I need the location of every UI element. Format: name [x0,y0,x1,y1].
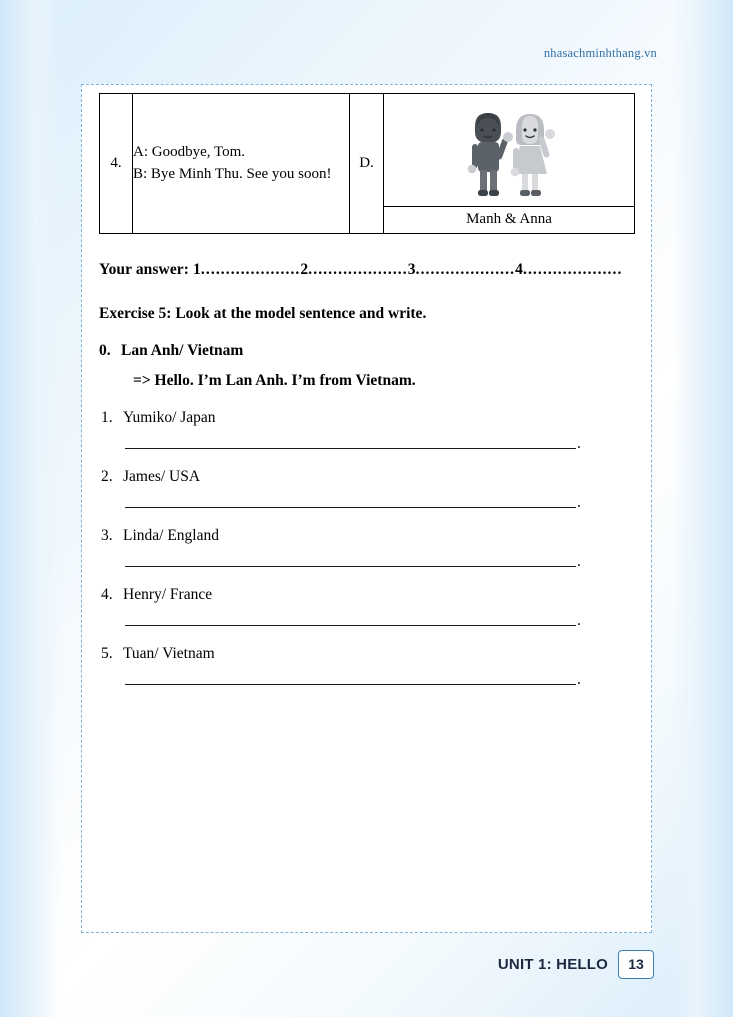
answer-rule[interactable] [125,434,576,449]
question-2 [99,468,635,511]
answer-rule[interactable] [125,670,576,685]
answer-rule[interactable] [125,611,576,626]
answer-period: . [577,671,581,688]
answer-period: . [577,435,581,452]
answer-slot-3[interactable]: 3 [407,261,416,278]
page-number-badge: 13 [618,950,654,979]
question-1 [99,409,635,452]
two-children-waving-icon [384,94,634,206]
page-footer [498,950,654,979]
row-number: 4. [100,94,133,234]
table-row [100,94,635,234]
dialogue-line-a: A: Goodbye, Tom. [133,143,246,160]
matching-table [99,93,635,234]
answer-dots-4: .................... [522,261,623,278]
question-3-answer-field[interactable] [125,552,635,570]
model-prompt-text: Lan Anh/ Vietnam [121,342,244,359]
model-number: 0. [99,342,111,359]
answer-rule[interactable] [125,552,576,567]
question-5 [99,645,635,688]
answer-period: . [577,494,581,511]
question-5-prompt: Tuan/ Vietnam [123,645,215,662]
answer-slot-4[interactable]: 4 [515,261,523,278]
question-4-number: 4. [101,586,113,603]
model-prompt [99,342,635,360]
dialogue-line-b: B: Bye Minh Thu. See you soon! [133,165,332,182]
image-caption: Manh & Anna [384,206,634,233]
question-4-prompt: Henry/ France [123,586,213,603]
answer-rule[interactable] [125,493,576,508]
question-2-answer-field[interactable] [125,493,635,511]
worksheet-sheet [81,84,652,933]
question-3-number: 3. [101,527,113,544]
row-dialogue [133,94,350,234]
question-1-answer-field[interactable] [125,434,635,452]
your-answer-label: Your answer: [99,261,190,278]
question-4-answer-field[interactable] [125,611,635,629]
answer-period: . [577,612,581,629]
model-answer: => Hello. I’m Lan Anh. I’m from Vietnam. [133,372,416,389]
question-2-number: 2. [101,468,113,485]
answer-period: . [577,553,581,570]
question-1-prompt: Yumiko/ Japan [123,409,216,426]
question-3 [99,527,635,570]
question-5-answer-field[interactable] [125,670,635,688]
watermark-text: nhasachminhthang.vn [543,46,657,60]
question-5-number: 5. [101,645,113,662]
unit-label: UNIT 1: HELLO [497,956,608,973]
answer-dots-1: .................... [200,261,301,278]
exercise-title: Exercise 5: Look at the model sentence and write. [99,305,427,322]
question-4 [99,586,635,629]
question-3-prompt: Linda/ England [123,527,219,544]
answer-slot-1[interactable]: 1 [193,261,201,278]
worksheet-content [99,91,635,688]
question-2-prompt: James/ USA [123,468,201,485]
answer-slot-2[interactable]: 2 [300,261,309,278]
answer-dots-2: .................... [308,261,408,278]
answer-dots-3: .................... [415,261,516,278]
question-1-number: 1. [101,409,113,426]
row-letter: D. [350,94,384,234]
row-image-cell [384,94,635,234]
your-answer-line [99,261,635,279]
